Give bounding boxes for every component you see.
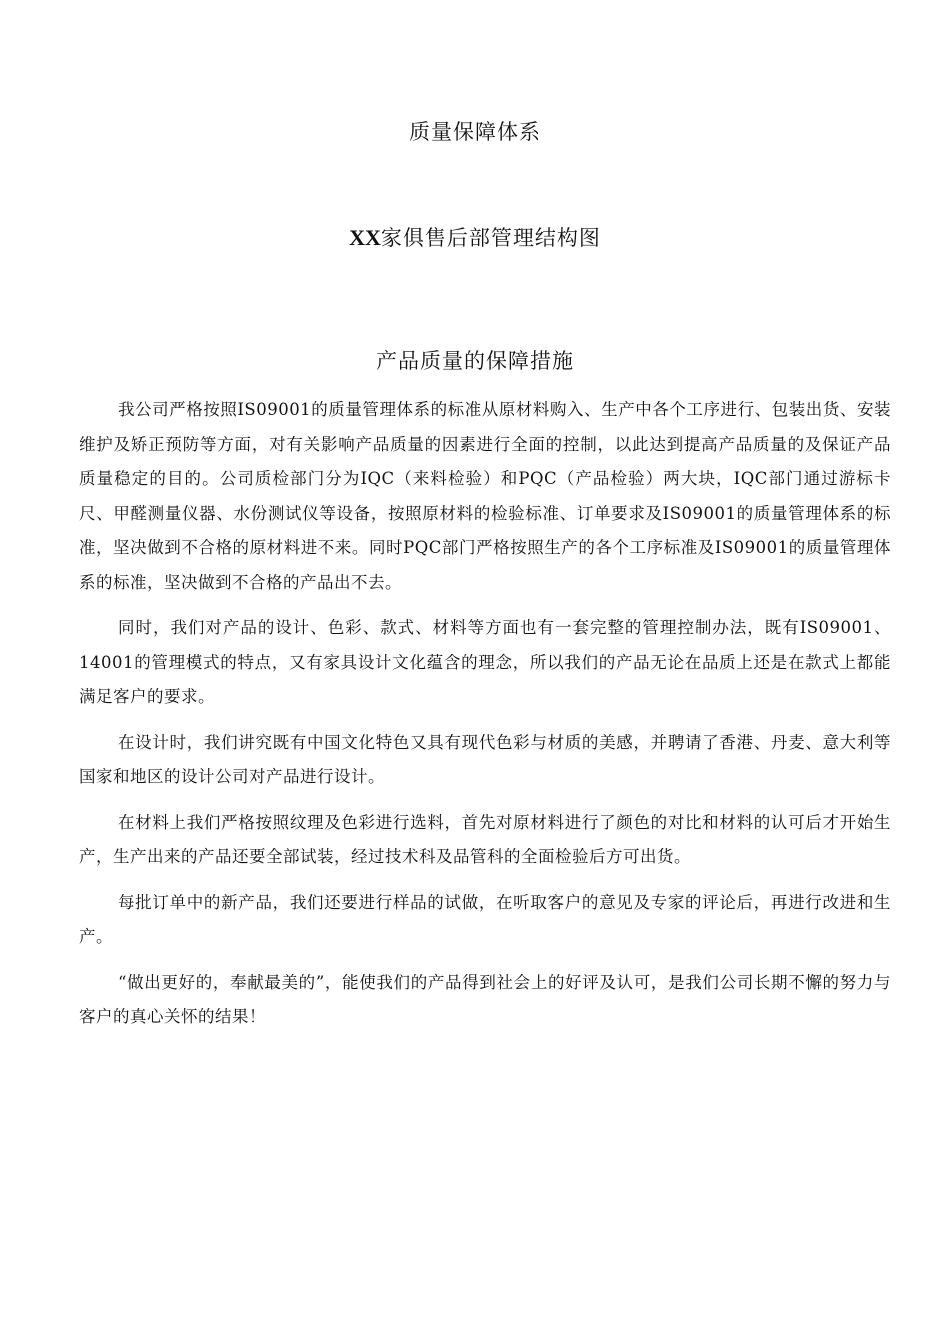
paragraph: 在材料上我们严格按照纹理及色彩进行选料，首先对原材料进行了颜色的对比和材料的认可后才开始生产，生产出来的产品还要全部试装，经过技术科及品管科的全面检验后方可出货。 <box>79 812 891 866</box>
structure-title-rest: 家俱售后部管理结构图 <box>380 226 601 250</box>
main-title: 质量保障体系 <box>409 120 541 144</box>
structure-title-prefix: XX <box>349 225 381 250</box>
paragraph: 每批订单中的新产品，我们还要进行样品的试做，在听取客户的意见及专家的评论后，再进行改进和生产。 <box>79 892 891 946</box>
structure-chart-title <box>0 222 950 252</box>
paragraph: “做出更好的，奉献最美的”，能使我们的产品得到社会上的好评及认可，是我们公司长期不懈的努力与客户的真心关怀的结果！ <box>79 972 891 1026</box>
paragraph: 同时，我们对产品的设计、色彩、款式、材料等方面也有一套完整的管理控制办法，既有IS09001、14001的管理模式的特点，又有家具设计文化蕴含的理念，所以我们的产品无论在品质上还是在款式上都能满足客户的要求。 <box>79 618 891 706</box>
paragraph: 我公司严格按照IS09001的质量管理体系的标准从原材料购入、生产中各个工序进行、包装出货、安装维护及矫正预防等方面，对有关影响产品质量的因素进行全面的控制，以此达到提高产品质量的及保证产品质量稳定的目的。公司质检部门分为IQC（来料检验）和PQC（产品检验）两大块，IQC部门通过游标卡尺、甲醛测量仪器、水份测试仪等设备，按照原材料的检验标准、订单要求及IS09001的质量管理体系的标准，坚决做到不合格的原材料进不来。同时PQC部门严格按照生产的各个工序标准及IS09001的质量管理体系的标准，坚决做到不合格的产品出不去。 <box>79 400 891 592</box>
document-body <box>79 393 891 1046</box>
section-title: 产品质量的保障措施 <box>376 349 574 373</box>
paragraph: 在设计时，我们讲究既有中国文化特色又具有现代色彩与材质的美感，并聘请了香港、丹麦、意大利等国家和地区的设计公司对产品进行设计。 <box>79 732 891 786</box>
